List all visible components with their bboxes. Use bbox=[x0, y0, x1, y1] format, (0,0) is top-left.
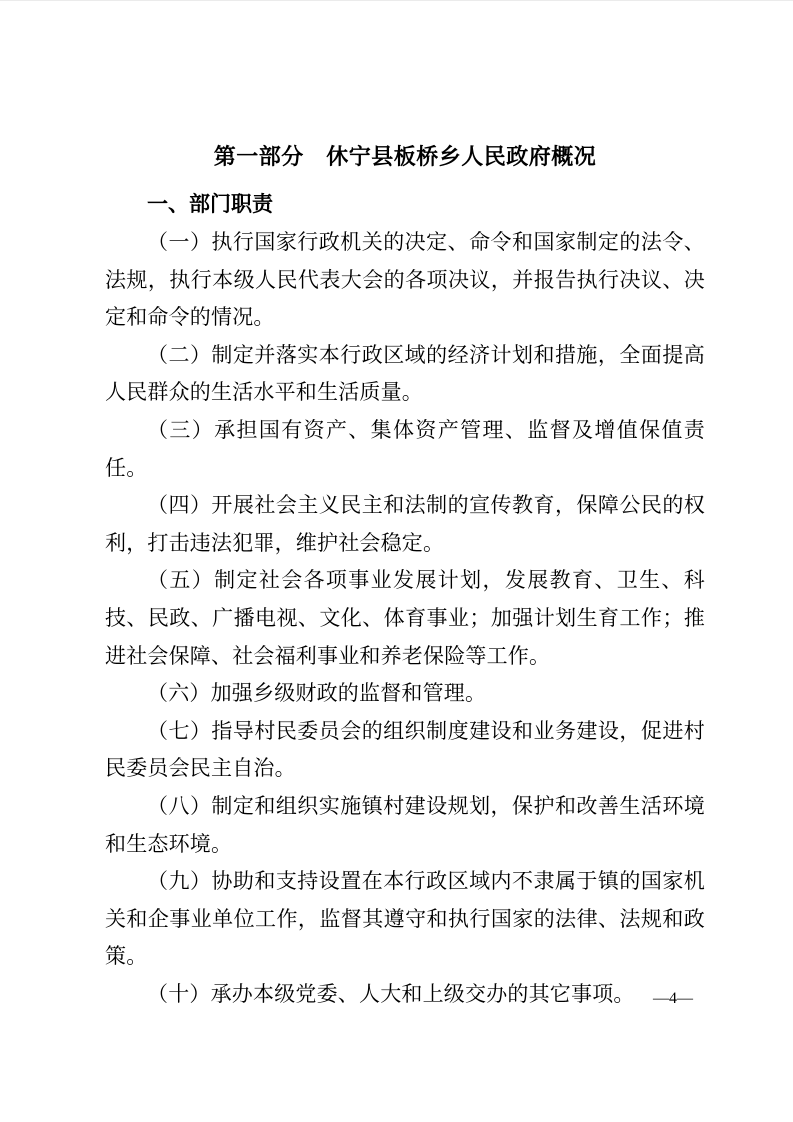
page-top-edge bbox=[0, 0, 793, 1]
page-number: —4— bbox=[653, 990, 693, 1007]
duty-paragraph: （六）加强乡级财政的监督和管理。 bbox=[147, 681, 487, 706]
document-content bbox=[105, 142, 705, 1013]
page-title: 第一部分 休宁县板桥乡人民政府概况 bbox=[213, 144, 597, 169]
duty-paragraph: （一）执行国家行政机关的决定、命令和国家制定的法令、法规，执行本级人民代表大会的各项决议，并报告执行决议、决定和命令的情况。 bbox=[105, 230, 705, 330]
duty-paragraph: （十）承办本级党委、人大和上级交办的其它事项。 bbox=[147, 981, 635, 1006]
duty-paragraph: （五）制定社会各项事业发展计划，发展教育、卫生、科技、民政、广播电视、文化、体育事业；加强计划生育工作；推进社会保障、社会福利事业和养老保险等工作。 bbox=[105, 568, 705, 668]
duty-paragraph: （三）承担国有资产、集体资产管理、监督及增值保值责任。 bbox=[105, 417, 705, 480]
duty-paragraph: （二）制定并落实本行政区域的经济计划和措施，全面提高人民群众的生活水平和生活质量。 bbox=[105, 342, 705, 405]
duty-paragraph: （八）制定和组织实施镇村建设规划，保护和改善生活环境和生态环境。 bbox=[105, 793, 705, 856]
duty-paragraph: （九）协助和支持设置在本行政区域内不隶属于镇的国家机关和企事业单位工作，监督其遵守和执行国家的法律、法规和政策。 bbox=[105, 869, 705, 969]
duty-paragraph: （七）指导村民委员会的组织制度建设和业务建设，促进村民委员会民主自治。 bbox=[105, 718, 705, 781]
duty-paragraph: （四）开展社会主义民主和法制的宣传教育，保障公民的权利，打击违法犯罪，维护社会稳定。 bbox=[105, 493, 705, 555]
section-heading: 一、部门职责 bbox=[147, 193, 273, 216]
duty-paragraphs bbox=[105, 224, 705, 1013]
